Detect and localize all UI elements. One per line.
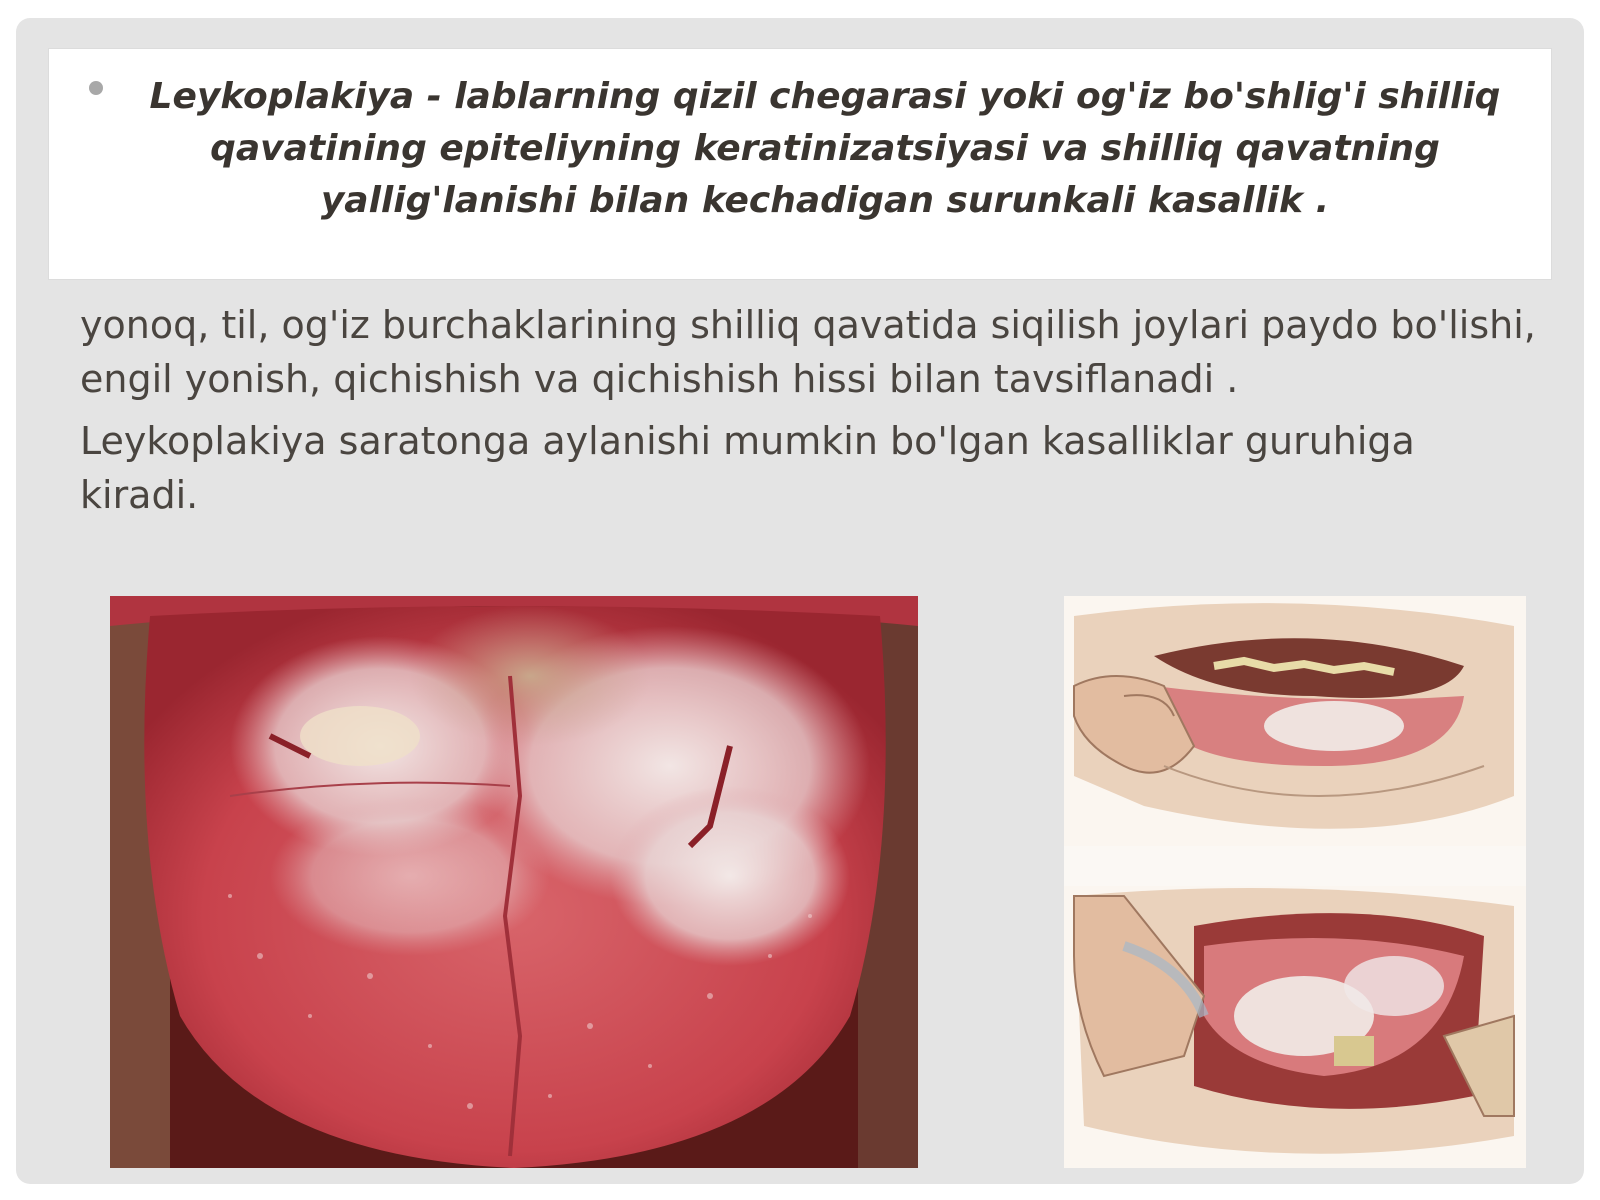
oral-leukoplakia-illustration xyxy=(1064,596,1526,1168)
body-paragraph-1: yonoq, til, og'iz burchaklarining shilliq qavatida siqilish joylari paydo bo'lishi, engil yonish, qichishish va qichishish hissi bilan tavsiflanadi . xyxy=(80,303,1536,401)
slide-title: Leykoplakiya - lablarning qizil chegarasi yoki og'iz bo'shlig'i shilliq qavatining epiteliyning keratinizatsiyasi va shilliq qavatning yallig'lanishi bilan kechadigan surunkali kasallik . xyxy=(149,76,1501,221)
tongue-leukoplakia-photo xyxy=(110,596,918,1168)
body-paragraph-2: Leykoplakiya saratonga aylanishi mumkin bo'lgan kasalliklar guruhiga kiradi. xyxy=(80,419,1415,517)
body-text xyxy=(80,298,1540,530)
title-box xyxy=(48,48,1552,280)
bullet-icon xyxy=(89,81,103,95)
